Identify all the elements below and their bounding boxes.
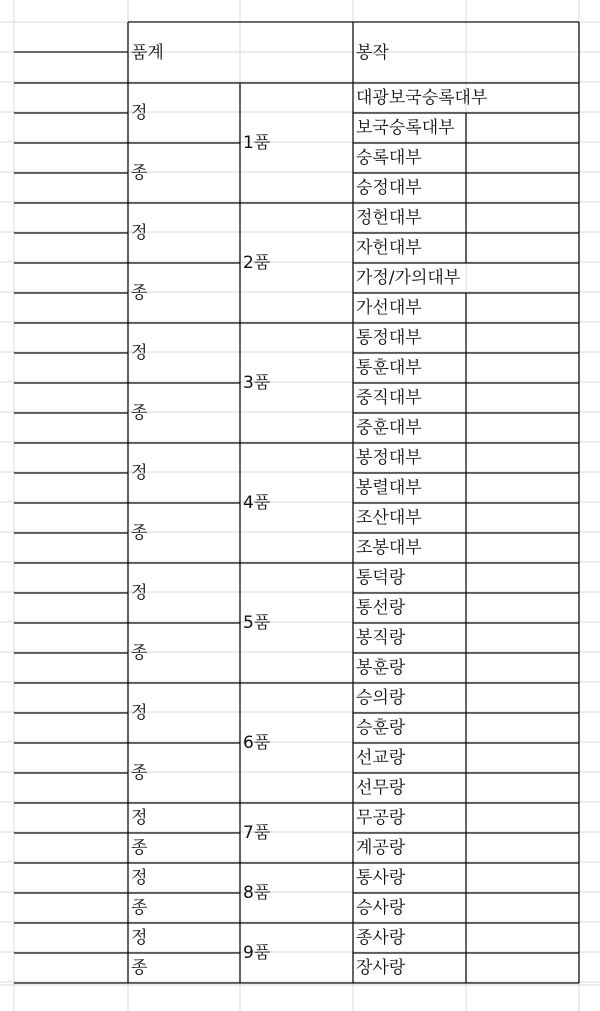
title-cell[interactable]: 봉훈랑 — [356, 658, 406, 678]
title-cell[interactable]: 조봉대부 — [356, 538, 422, 558]
title-cell[interactable]: 봉렬대부 — [356, 478, 422, 498]
grade-cell[interactable]: 4품 — [243, 493, 271, 513]
title-cell[interactable]: 보국숭록대부 — [356, 118, 455, 138]
title-cell[interactable]: 무공랑 — [356, 808, 406, 828]
sub-rank-jeong-cell[interactable]: 정 — [131, 928, 148, 948]
grade-cell[interactable]: 7품 — [243, 823, 271, 843]
sub-rank-jong-cell[interactable]: 종 — [131, 643, 148, 663]
sub-rank-jeong-cell[interactable]: 정 — [131, 808, 148, 828]
title-cell[interactable]: 봉정대부 — [356, 448, 422, 468]
grade-cell[interactable]: 3품 — [243, 373, 271, 393]
title-cell[interactable]: 정헌대부 — [356, 208, 422, 228]
sub-rank-jeong-cell[interactable]: 정 — [131, 463, 148, 483]
title-cell[interactable]: 승의랑 — [356, 688, 406, 708]
title-cell[interactable]: 선교랑 — [356, 748, 406, 768]
sub-rank-jong-cell[interactable]: 종 — [131, 163, 148, 183]
title-cell[interactable]: 가선대부 — [356, 298, 422, 318]
sub-rank-jeong-cell[interactable]: 정 — [131, 703, 148, 723]
title-cell[interactable]: 선무랑 — [356, 778, 406, 798]
title-cell[interactable]: 중직대부 — [356, 388, 422, 408]
grade-cell[interactable]: 6품 — [243, 733, 271, 753]
header-rank-cell[interactable]: 품계 — [131, 43, 164, 63]
grade-cell[interactable]: 9품 — [243, 943, 271, 963]
sub-rank-jeong-cell[interactable]: 정 — [131, 868, 148, 888]
sub-rank-jong-cell[interactable]: 종 — [131, 763, 148, 783]
title-cell[interactable]: 자헌대부 — [356, 238, 422, 258]
sub-rank-jong-cell[interactable]: 종 — [131, 523, 148, 543]
title-cell[interactable]: 봉직랑 — [356, 628, 406, 648]
sub-rank-jong-cell[interactable]: 종 — [131, 283, 148, 303]
title-cell[interactable]: 중훈대부 — [356, 418, 422, 438]
title-cell[interactable]: 숭록대부 — [356, 148, 422, 168]
title-cell[interactable]: 통선랑 — [356, 598, 406, 618]
grade-cell[interactable]: 8품 — [243, 883, 271, 903]
title-cell[interactable]: 승훈랑 — [356, 718, 406, 738]
sub-rank-jong-cell[interactable]: 종 — [131, 958, 148, 978]
grade-cell[interactable]: 5품 — [243, 613, 271, 633]
header-title-cell[interactable]: 봉작 — [356, 43, 389, 63]
sub-rank-jong-cell[interactable]: 종 — [131, 403, 148, 423]
title-cell[interactable]: 장사랑 — [356, 958, 406, 978]
sub-rank-jeong-cell[interactable]: 정 — [131, 583, 148, 603]
title-cell[interactable]: 통사랑 — [356, 868, 406, 888]
sub-rank-jong-cell[interactable]: 종 — [131, 898, 148, 918]
grade-cell[interactable]: 1품 — [243, 133, 271, 153]
title-cell[interactable]: 가정/가의대부 — [356, 268, 461, 288]
grade-cell[interactable]: 2품 — [243, 253, 271, 273]
title-cell[interactable]: 숭정대부 — [356, 178, 422, 198]
title-cell[interactable]: 승사랑 — [356, 898, 406, 918]
title-cell[interactable]: 통정대부 — [356, 328, 422, 348]
sub-rank-jeong-cell[interactable]: 정 — [131, 223, 148, 243]
title-cell[interactable]: 통훈대부 — [356, 358, 422, 378]
title-cell[interactable]: 조산대부 — [356, 508, 422, 528]
sub-rank-jong-cell[interactable]: 종 — [131, 838, 148, 858]
sub-rank-jeong-cell[interactable]: 정 — [131, 103, 148, 123]
title-cell[interactable]: 계공랑 — [356, 838, 406, 858]
title-cell[interactable]: 종사랑 — [356, 928, 406, 948]
title-cell[interactable]: 통덕랑 — [356, 568, 406, 588]
title-cell[interactable]: 대광보국숭록대부 — [356, 88, 488, 108]
sub-rank-jeong-cell[interactable]: 정 — [131, 343, 148, 363]
